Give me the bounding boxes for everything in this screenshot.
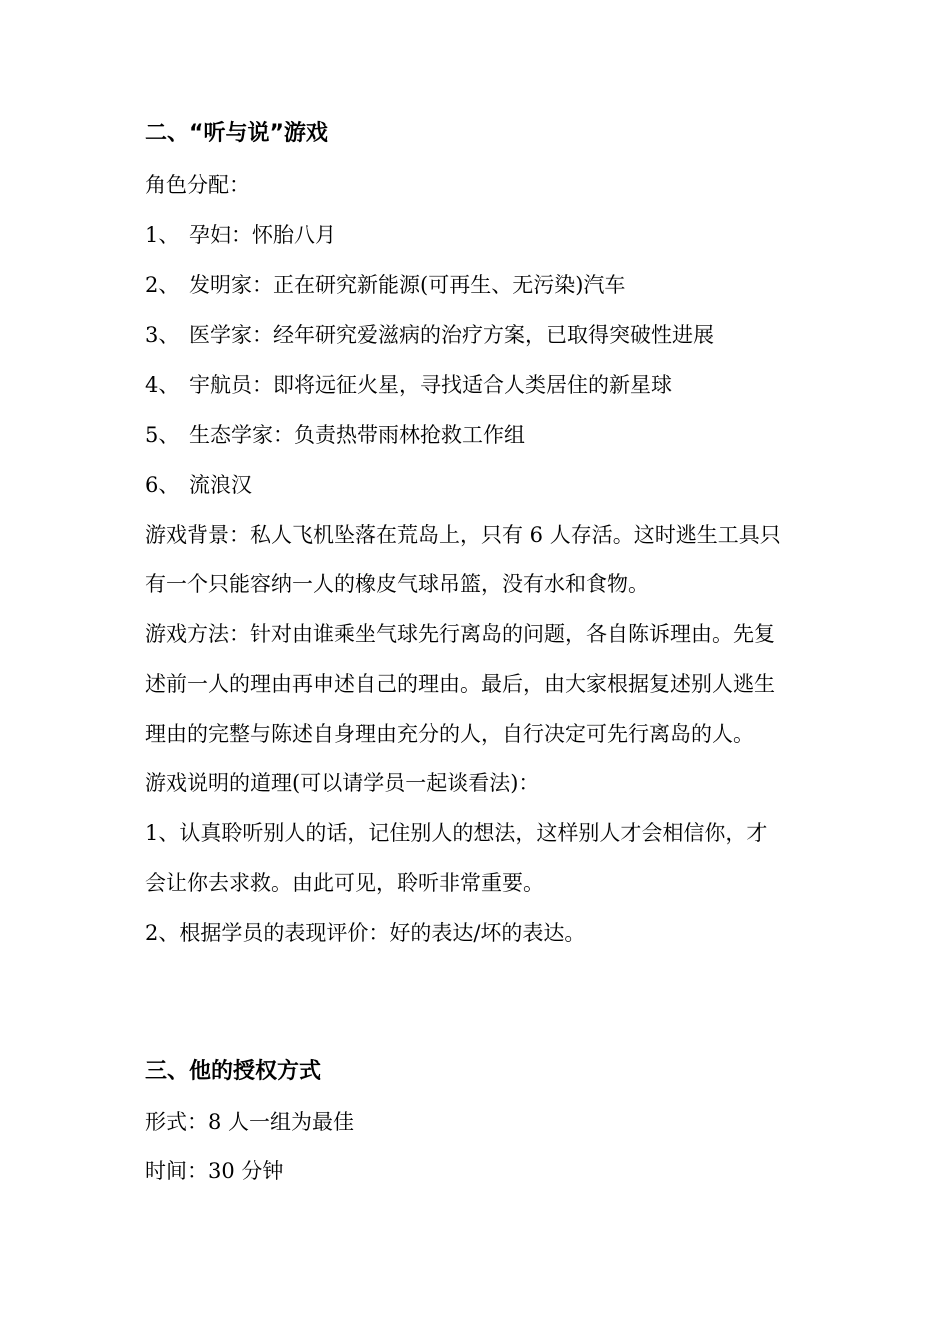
role-text: 孕妇：怀胎八月 [189, 223, 336, 247]
time-line: 时间：30 分钟 [145, 1159, 284, 1183]
role-text: 流浪汉 [189, 473, 252, 497]
game-method-line: 理由的完整与陈述自身理由充分的人，自行决定可先行离岛的人。 [145, 722, 754, 746]
role-number: 3、 [145, 323, 180, 347]
roles-title: 角色分配： [145, 173, 250, 197]
role-text: 发明家：正在研究新能源(可再生、无污染)汽车 [189, 273, 626, 297]
role-item [145, 420, 810, 450]
role-number: 6、 [145, 473, 180, 497]
game-background-line: 游戏背景：私人飞机坠落在荒岛上，只有 6 人存活。这时逃生工具只 [145, 523, 781, 547]
format-line: 形式：8 人一组为最佳 [145, 1110, 355, 1134]
lesson-line: 会让你去求救。由此可见，聆听非常重要。 [145, 871, 544, 895]
game-method-line: 述前一人的理由再申述自己的理由。最后，由大家根据复述别人逃生 [145, 672, 775, 696]
lesson-line: 1、认真聆听别人的话，记住别人的想法，这样别人才会相信你，才 [145, 821, 768, 845]
role-item [145, 470, 810, 500]
role-text: 生态学家：负责热带雨林抢救工作组 [189, 423, 525, 447]
lesson-title: 游戏说明的道理(可以请学员一起谈看法)： [145, 771, 540, 795]
role-number: 5、 [145, 423, 180, 447]
role-text: 宇航员：即将远征火星，寻找适合人类居住的新星球 [189, 373, 672, 397]
role-item [145, 270, 810, 300]
role-number: 1、 [145, 223, 180, 247]
role-number: 2、 [145, 273, 180, 297]
role-item [145, 220, 810, 250]
lesson-line: 2、根据学员的表现评价：好的表达/坏的表达。 [145, 921, 586, 945]
section-heading-delegation: 三、他的授权方式 [145, 1059, 322, 1084]
game-method-line: 游戏方法：针对由谁乘坐气球先行离岛的问题，各自陈诉理由。先复 [145, 622, 775, 646]
role-text: 医学家：经年研究爱滋病的治疗方案，已取得突破性进展 [189, 323, 714, 347]
game-background-line: 有一个只能容纳一人的橡皮气球吊篮，没有水和食物。 [145, 572, 649, 596]
section-heading-listen-and-speak: 二、“听与说”游戏 [145, 121, 328, 146]
role-number: 4、 [145, 373, 180, 397]
role-item [145, 320, 810, 350]
role-item [145, 370, 810, 400]
